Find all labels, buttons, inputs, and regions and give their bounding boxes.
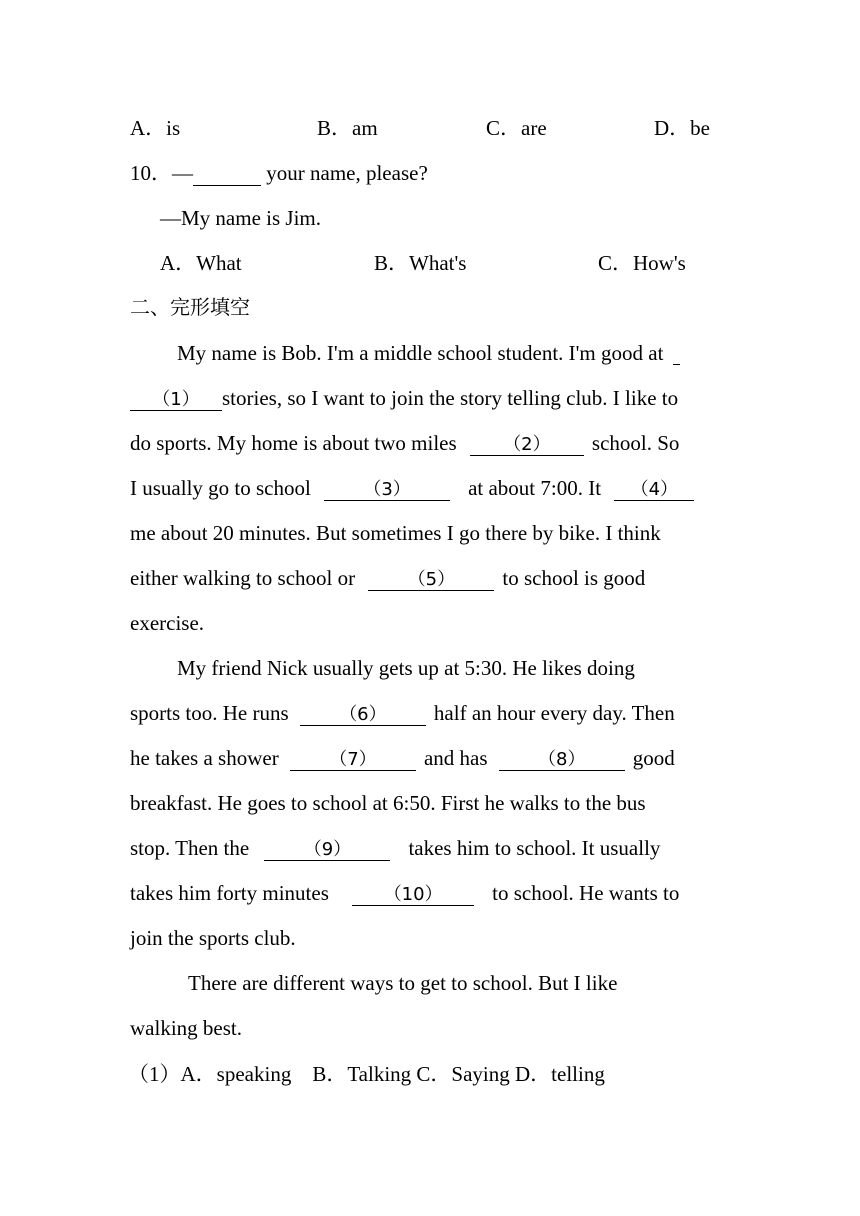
passage-text: at about 7:00. It (468, 476, 602, 500)
passage-line-5: me about 20 minutes. But sometimes I go there by bike. I think (130, 521, 661, 545)
passage-line-3 (130, 433, 679, 456)
passage-line-4 (130, 478, 694, 501)
passage-line-14: join the sports club. (130, 926, 296, 950)
passage-line-6 (130, 568, 645, 591)
q9-option-b: B．am (317, 116, 378, 140)
passage-line-2 (130, 388, 678, 411)
passage-text: sports too. He runs (130, 701, 289, 725)
passage-line-1 (177, 343, 680, 365)
passage-text: school. So (591, 431, 680, 455)
q10-blank (193, 163, 261, 186)
blank-9: （9） (264, 841, 390, 861)
passage-line-16: walking best. (130, 1016, 242, 1040)
blank-4: （4） (614, 481, 694, 501)
section-title: 二、完形填空 (130, 295, 250, 319)
passage-text: stories, so I want to join the story telling club. I like to (222, 386, 679, 410)
passage-text: My name is Bob. I'm a middle school student. I'm good at (177, 341, 664, 365)
blank-10: （10） (352, 886, 474, 906)
passage-line-7: exercise. (130, 611, 205, 635)
blank-3: （3） (324, 481, 450, 501)
q10-answer: —My name is Jim. (160, 206, 321, 230)
q10-number: 10． (130, 161, 172, 185)
blank-5: （5） (368, 571, 494, 591)
passage-text: do sports. My home is about two miles (130, 431, 457, 455)
blank-8: （8） (499, 751, 625, 771)
passage-text: to school is good (502, 566, 646, 590)
passage-line-11: breakfast. He goes to school at 6:50. First he walks to the bus (130, 791, 646, 815)
passage-text: good (632, 746, 675, 770)
q10-dash: — (172, 161, 193, 185)
passage-line-8: My friend Nick usually gets up at 5:30. He likes doing (177, 656, 635, 680)
blank-7: （7） (290, 751, 416, 771)
q10-prompt-text: your name, please? (261, 161, 428, 185)
passage-text: to school. He wants to (492, 881, 680, 905)
blank-6: （6） (300, 706, 426, 726)
passage-text: I usually go to school (130, 476, 311, 500)
q10-prompt (130, 163, 428, 186)
passage-text: either walking to school or (130, 566, 356, 590)
passage-line-9 (130, 703, 675, 726)
passage-text: stop. Then the (130, 836, 250, 860)
passage-text: takes him forty minutes (130, 881, 329, 905)
passage-text: half an hour every day. Then (433, 701, 675, 725)
q1-options: （1）A．speaking B．Talking C．Saying D．telling (128, 1062, 605, 1086)
q10-option-a: A．What (160, 251, 242, 275)
passage-line-13 (130, 883, 679, 906)
passage-text: and has (423, 746, 488, 770)
q9-option-d: D．be (654, 116, 710, 140)
passage-text: takes him to school. It usually (408, 836, 661, 860)
q9-option-a: A．is (130, 116, 181, 140)
blank-1-start (673, 343, 680, 365)
passage-line-15: There are different ways to get to school. But I like (188, 971, 618, 995)
blank-1: （1） (130, 391, 222, 411)
q10-option-c: C．How's (598, 251, 686, 275)
passage-text: he takes a shower (130, 746, 279, 770)
passage-line-12 (130, 838, 660, 861)
q9-option-c: C．are (486, 116, 547, 140)
passage-line-10 (130, 748, 675, 771)
q10-option-b: B．What's (374, 251, 467, 275)
blank-2: （2） (470, 436, 584, 456)
